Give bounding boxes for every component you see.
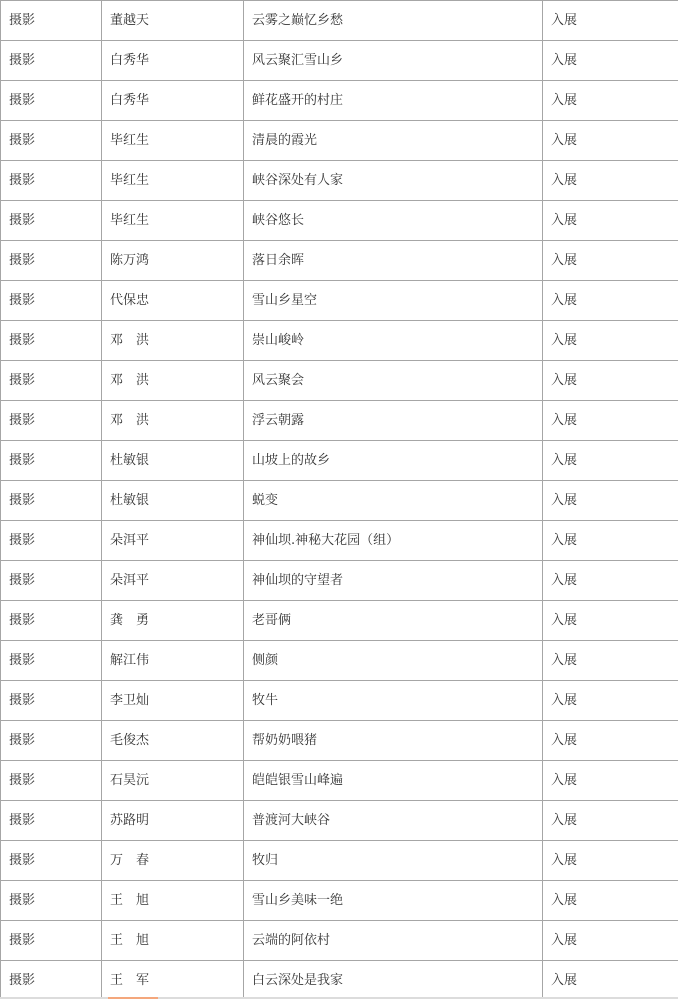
table-row xyxy=(1,41,678,81)
result-cell: 入展 xyxy=(543,121,678,161)
result-cell: 入展 xyxy=(543,241,678,281)
author-cell: 毕红生 xyxy=(102,121,244,161)
category-cell: 摄影 xyxy=(1,321,102,361)
table-row xyxy=(1,801,678,841)
table-row xyxy=(1,81,678,121)
title-cell: 浮云朝露 xyxy=(244,401,543,441)
category-cell: 摄影 xyxy=(1,361,102,401)
table-row xyxy=(1,881,678,921)
category-cell: 摄影 xyxy=(1,601,102,641)
title-cell: 老哥俩 xyxy=(244,601,543,641)
table-row xyxy=(1,961,678,999)
category-cell: 摄影 xyxy=(1,961,102,999)
title-cell: 峡谷深处有人家 xyxy=(244,161,543,201)
result-cell: 入展 xyxy=(543,721,678,761)
table-row xyxy=(1,121,678,161)
author-cell: 董越天 xyxy=(102,1,244,41)
category-cell: 摄影 xyxy=(1,401,102,441)
table-row xyxy=(1,681,678,721)
result-cell: 入展 xyxy=(543,881,678,921)
author-cell: 毛俊杰 xyxy=(102,721,244,761)
result-cell: 入展 xyxy=(543,681,678,721)
category-cell: 摄影 xyxy=(1,761,102,801)
result-cell: 入展 xyxy=(543,321,678,361)
title-cell: 山坡上的故乡 xyxy=(244,441,543,481)
author-cell: 邓 洪 xyxy=(102,361,244,401)
result-cell: 入展 xyxy=(543,521,678,561)
author-cell: 代保忠 xyxy=(102,281,244,321)
table-row xyxy=(1,241,678,281)
table-row xyxy=(1,441,678,481)
category-cell: 摄影 xyxy=(1,721,102,761)
result-cell: 入展 xyxy=(543,921,678,961)
title-cell: 神仙坝的守望者 xyxy=(244,561,543,601)
title-cell: 神仙坝.神秘大花园（组） xyxy=(244,521,543,561)
title-cell: 崇山峻岭 xyxy=(244,321,543,361)
result-cell: 入展 xyxy=(543,441,678,481)
category-cell: 摄影 xyxy=(1,481,102,521)
result-cell: 入展 xyxy=(543,841,678,881)
category-cell: 摄影 xyxy=(1,281,102,321)
author-cell: 邓 洪 xyxy=(102,321,244,361)
title-cell: 峡谷悠长 xyxy=(244,201,543,241)
title-cell: 牧牛 xyxy=(244,681,543,721)
table-row xyxy=(1,1,678,41)
result-cell: 入展 xyxy=(543,641,678,681)
author-cell: 杜敏银 xyxy=(102,441,244,481)
title-cell: 普渡河大峡谷 xyxy=(244,801,543,841)
category-cell: 摄影 xyxy=(1,121,102,161)
result-cell: 入展 xyxy=(543,481,678,521)
result-cell: 入展 xyxy=(543,361,678,401)
title-cell: 落日余晖 xyxy=(244,241,543,281)
author-cell: 朵洱平 xyxy=(102,561,244,601)
title-cell: 白云深处是我家 xyxy=(244,961,543,999)
table-row xyxy=(1,361,678,401)
author-cell: 白秀华 xyxy=(102,81,244,121)
category-cell: 摄影 xyxy=(1,841,102,881)
table-row xyxy=(1,601,678,641)
category-cell: 摄影 xyxy=(1,801,102,841)
table-row xyxy=(1,761,678,801)
author-cell: 万 春 xyxy=(102,841,244,881)
category-cell: 摄影 xyxy=(1,81,102,121)
title-cell: 鲜花盛开的村庄 xyxy=(244,81,543,121)
table-row xyxy=(1,561,678,601)
author-cell: 李卫灿 xyxy=(102,681,244,721)
author-cell: 解江伟 xyxy=(102,641,244,681)
result-cell: 入展 xyxy=(543,81,678,121)
table-body xyxy=(1,1,678,999)
table-row xyxy=(1,921,678,961)
category-cell: 摄影 xyxy=(1,41,102,81)
author-cell: 王 军 xyxy=(102,961,244,999)
author-cell: 邓 洪 xyxy=(102,401,244,441)
category-cell: 摄影 xyxy=(1,641,102,681)
result-cell: 入展 xyxy=(543,201,678,241)
result-cell: 入展 xyxy=(543,281,678,321)
title-cell: 雪山乡美味一绝 xyxy=(244,881,543,921)
title-cell: 清晨的霞光 xyxy=(244,121,543,161)
category-cell: 摄影 xyxy=(1,881,102,921)
table-row xyxy=(1,641,678,681)
table-row xyxy=(1,201,678,241)
category-cell: 摄影 xyxy=(1,201,102,241)
category-cell: 摄影 xyxy=(1,1,102,41)
category-cell: 摄影 xyxy=(1,161,102,201)
category-cell: 摄影 xyxy=(1,241,102,281)
author-cell: 毕红生 xyxy=(102,161,244,201)
result-cell: 入展 xyxy=(543,961,678,999)
table-row xyxy=(1,401,678,441)
result-cell: 入展 xyxy=(543,761,678,801)
result-cell: 入展 xyxy=(543,801,678,841)
title-cell: 侧颜 xyxy=(244,641,543,681)
result-cell: 入展 xyxy=(543,1,678,41)
result-cell: 入展 xyxy=(543,601,678,641)
title-cell: 风云聚会 xyxy=(244,361,543,401)
author-cell: 白秀华 xyxy=(102,41,244,81)
title-cell: 皑皑银雪山峰遍 xyxy=(244,761,543,801)
table-row xyxy=(1,521,678,561)
author-cell: 王 旭 xyxy=(102,921,244,961)
category-cell: 摄影 xyxy=(1,441,102,481)
table-row xyxy=(1,321,678,361)
title-cell: 帮奶奶喂猪 xyxy=(244,721,543,761)
author-cell: 杜敏银 xyxy=(102,481,244,521)
category-cell: 摄影 xyxy=(1,921,102,961)
category-cell: 摄影 xyxy=(1,561,102,601)
category-cell: 摄影 xyxy=(1,681,102,721)
table-row xyxy=(1,721,678,761)
title-cell: 云端的阿依村 xyxy=(244,921,543,961)
title-cell: 牧归 xyxy=(244,841,543,881)
title-cell: 蜕变 xyxy=(244,481,543,521)
title-cell: 雪山乡星空 xyxy=(244,281,543,321)
category-cell: 摄影 xyxy=(1,521,102,561)
table-row xyxy=(1,281,678,321)
result-cell: 入展 xyxy=(543,561,678,601)
author-cell: 石昊沅 xyxy=(102,761,244,801)
table-row xyxy=(1,841,678,881)
author-cell: 毕红生 xyxy=(102,201,244,241)
result-cell: 入展 xyxy=(543,41,678,81)
table-row xyxy=(1,481,678,521)
author-cell: 陈万鸿 xyxy=(102,241,244,281)
author-cell: 朵洱平 xyxy=(102,521,244,561)
title-cell: 风云聚汇雪山乡 xyxy=(244,41,543,81)
result-cell: 入展 xyxy=(543,161,678,201)
author-cell: 王 旭 xyxy=(102,881,244,921)
author-cell: 龚 勇 xyxy=(102,601,244,641)
result-cell: 入展 xyxy=(543,401,678,441)
title-cell: 云雾之巅忆乡愁 xyxy=(244,1,543,41)
author-cell: 苏路明 xyxy=(102,801,244,841)
table-row xyxy=(1,161,678,201)
